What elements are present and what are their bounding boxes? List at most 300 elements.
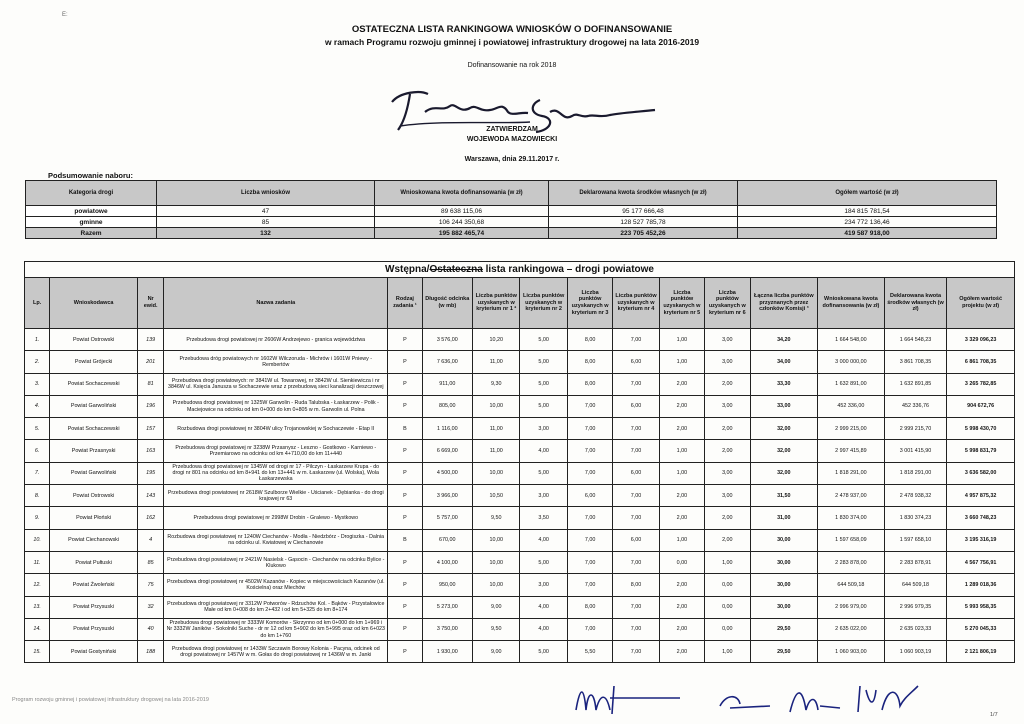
ranking-cell: P xyxy=(388,395,422,417)
ranking-col-header: Wnioskodawca xyxy=(50,278,138,329)
ranking-cell: 0,00 xyxy=(705,574,750,596)
ranking-cell: 3,00 xyxy=(705,485,750,507)
ranking-cell: 85 xyxy=(138,551,164,573)
ranking-row xyxy=(25,507,1015,529)
ranking-row xyxy=(25,329,1015,351)
ranking-cell: 2 478 937,00 xyxy=(818,485,885,507)
ranking-cell: 6,00 xyxy=(613,351,659,373)
ranking-cell: 1 830 374,23 xyxy=(884,507,947,529)
ranking-cell: 1,00 xyxy=(659,329,704,351)
ranking-col-header: Liczba punktów uzyskanych w kryterium nr 4 xyxy=(613,278,659,329)
ranking-cell: 7,00 xyxy=(567,395,612,417)
ranking-cell: Powiat Ostrowski xyxy=(50,485,138,507)
ranking-cell: 3,00 xyxy=(705,329,750,351)
corner-mark: E: xyxy=(62,12,68,18)
ranking-cell: 3,00 xyxy=(705,462,750,484)
ranking-cell: P xyxy=(388,507,422,529)
ranking-cell: 3 265 782,85 xyxy=(947,373,1015,395)
ranking-cell: 4,00 xyxy=(520,618,567,640)
ranking-cell: 9,50 xyxy=(473,507,520,529)
ranking-cell: 10. xyxy=(25,529,50,551)
ranking-row xyxy=(25,485,1015,507)
summary-cell: 184 815 781,54 xyxy=(738,206,997,217)
ranking-cell: 2,00 xyxy=(659,485,704,507)
ranking-cell: 7,00 xyxy=(613,329,659,351)
ranking-cell: 143 xyxy=(138,485,164,507)
ranking-cell: 2,00 xyxy=(659,395,704,417)
ranking-cell: 9,50 xyxy=(473,618,520,640)
ranking-cell: 8,00 xyxy=(567,351,612,373)
ranking-cell: Powiat Ostrowski xyxy=(50,329,138,351)
ranking-cell: 10,50 xyxy=(473,485,520,507)
ranking-cell: 2 996 979,35 xyxy=(884,596,947,618)
ranking-cell: 201 xyxy=(138,351,164,373)
ranking-cell: 11,00 xyxy=(473,418,520,440)
ranking-cell: 8,00 xyxy=(613,574,659,596)
ranking-cell: 2,00 xyxy=(705,418,750,440)
ranking-cell: 11. xyxy=(25,551,50,573)
ranking-cell: 11,00 xyxy=(473,351,520,373)
ranking-row xyxy=(25,618,1015,640)
voivode-label: WOJEWODA MAZOWIECKI xyxy=(466,136,558,143)
summary-cell: 85 xyxy=(157,217,375,228)
ranking-cell: Powiat Grójecki xyxy=(50,351,138,373)
ranking-cell: 32,00 xyxy=(750,440,818,462)
ranking-cell: 2,00 xyxy=(705,373,750,395)
ranking-cell: 5 757,00 xyxy=(422,507,472,529)
ranking-col-header: Deklarowana kwota środków własnych (w zł) xyxy=(884,278,947,329)
summary-cell: 195 882 465,74 xyxy=(375,228,549,239)
ranking-cell: Przebudowa dróg powiatowych nr 1602W Wilczoruda - Michrów i 1601W Pniewy - Rembertów xyxy=(164,351,388,373)
ranking-cell: 2 283 878,00 xyxy=(818,551,885,573)
ranking-cell: 1. xyxy=(25,329,50,351)
ranking-row xyxy=(25,373,1015,395)
ranking-cell: 7. xyxy=(25,462,50,484)
ranking-cell: 2,00 xyxy=(659,641,704,663)
summary-col-header: Wnioskowana kwota dofinansowania (w zł) xyxy=(375,181,549,206)
ranking-cell: 2 996 979,00 xyxy=(818,596,885,618)
summary-cell: 47 xyxy=(157,206,375,217)
ranking-cell: P xyxy=(388,440,422,462)
ranking-cell: Powiat Gostyniński xyxy=(50,641,138,663)
summary-heading: Podsumowanie naboru: xyxy=(48,171,134,180)
ranking-table xyxy=(24,261,1015,663)
ranking-cell: Przebudowa drogi powiatowych: nr 3841W ul. Towarowej, nr 3842W ul. Sienkiewicza i nr 3846W ul. Księcia Janusza w Sochaczewie wraz z przebudową sieci kanalizacji deszczowej xyxy=(164,373,388,395)
ranking-cell: 0,00 xyxy=(705,618,750,640)
ranking-cell: 1 632 891,85 xyxy=(884,373,947,395)
ranking-cell: 2 997 415,89 xyxy=(818,440,885,462)
ranking-cell: Powiat Garwoliński xyxy=(50,395,138,417)
ranking-cell: 2,00 xyxy=(705,440,750,462)
ranking-cell: Powiat Ciechanowski xyxy=(50,529,138,551)
committee-initials xyxy=(570,676,930,718)
ranking-cell: 12. xyxy=(25,574,50,596)
ranking-cell: P xyxy=(388,351,422,373)
approval-label: ZATWIERDZAM xyxy=(486,126,538,133)
ranking-col-header: Ogółem wartość projektu (w zł) xyxy=(947,278,1015,329)
ranking-cell: 2 999 215,70 xyxy=(884,418,947,440)
ranking-cell: 5,00 xyxy=(520,373,567,395)
ranking-cell: Rozbudowa drogi powiatowej nr 1240W Ciechanów - Modła - Niedzbórz - Drogiszka - Dalnia na odcinku ul. Kwiatowej w Ciechanowie xyxy=(164,529,388,551)
ranking-cell: 644 509,18 xyxy=(884,574,947,596)
ranking-cell: 5,00 xyxy=(520,462,567,484)
ranking-cell: 1 632 891,00 xyxy=(818,373,885,395)
ranking-cell: 7,00 xyxy=(613,485,659,507)
ranking-cell: 31,00 xyxy=(750,507,818,529)
ranking-cell: Przebudowa drogi powiatowej nr 3312W Potworów - Rdzuchów Kol. - Bąków - Przystałowice Małe od km 0+008 do km 2+432 i od km 5+325 do km 8+174 xyxy=(164,596,388,618)
ranking-col-header: Liczba punktów uzyskanych w kryterium nr 2 xyxy=(520,278,567,329)
ranking-cell: 1 116,00 xyxy=(422,418,472,440)
ranking-cell: 3,00 xyxy=(520,574,567,596)
ranking-row xyxy=(25,440,1015,462)
ranking-cell: 75 xyxy=(138,574,164,596)
ranking-cell: Powiat Przysuski xyxy=(50,596,138,618)
ranking-title-suffix: lista rankingowa – drogi powiatowe xyxy=(482,264,654,275)
ranking-title-struck: Ostateczna xyxy=(429,264,483,275)
ranking-cell: 2 635 023,33 xyxy=(884,618,947,640)
ranking-cell: 670,00 xyxy=(422,529,472,551)
ranking-cell: 2,00 xyxy=(659,507,704,529)
ranking-cell: Powiat Garwoliński xyxy=(50,462,138,484)
ranking-row xyxy=(25,596,1015,618)
ranking-row xyxy=(25,395,1015,417)
ranking-cell: 33,30 xyxy=(750,373,818,395)
ranking-cell: 4. xyxy=(25,395,50,417)
ranking-cell: P xyxy=(388,329,422,351)
ranking-cell: Powiat Pułtuski xyxy=(50,551,138,573)
ranking-cell: 10,00 xyxy=(473,462,520,484)
ranking-cell: Powiat Sochaczewski xyxy=(50,373,138,395)
ranking-cell: 33,00 xyxy=(750,395,818,417)
ranking-cell: 6,00 xyxy=(567,485,612,507)
ranking-cell: 3 660 748,23 xyxy=(947,507,1015,529)
ranking-cell: 3 001 415,90 xyxy=(884,440,947,462)
ranking-cell: 3 195 316,19 xyxy=(947,529,1015,551)
summary-category-cell: gminne xyxy=(26,217,157,228)
ranking-cell: 0,00 xyxy=(659,551,704,573)
ranking-cell: 10,20 xyxy=(473,329,520,351)
ranking-cell: 5 273,00 xyxy=(422,596,472,618)
ranking-cell: Przebudowa drogi powiatowej nr 1433W Szczawin Borowy Kolonia - Pacyna, odcinek od drogi powiatowej nr 1457W w m. Gołas do drogi powiatowej nr 1436W w m. Janki xyxy=(164,641,388,663)
ranking-cell: 7,00 xyxy=(613,618,659,640)
ranking-cell: Przebudowa drogi powiatowej nr 2606W Andrzejewo - granica województwa xyxy=(164,329,388,351)
ranking-cell: Przebudowa drogi powiatowej nr 1345W od drogi nr 17 - Pilczyn - Łaskarzew Krupa - do drogi nr 801 na odcinku od km 8+941 do km 13+441 w m. Łaskarzew (ul. Wolska), Wola Łaskarzewska xyxy=(164,462,388,484)
ranking-cell: 7,00 xyxy=(613,373,659,395)
summary-col-header: Liczba wniosków xyxy=(157,181,375,206)
ranking-col-header: Liczba punktów uzyskanych w kryterium nr 3 xyxy=(567,278,612,329)
ranking-cell: 4 xyxy=(138,529,164,551)
ranking-cell: P xyxy=(388,373,422,395)
ranking-cell: 7,00 xyxy=(567,418,612,440)
ranking-cell: 3 861 708,35 xyxy=(884,351,947,373)
ranking-cell: 31,50 xyxy=(750,485,818,507)
ranking-cell: 34,20 xyxy=(750,329,818,351)
ranking-cell: 6,00 xyxy=(613,462,659,484)
ranking-cell: 2,00 xyxy=(659,618,704,640)
ranking-cell: 3 636 582,00 xyxy=(947,462,1015,484)
ranking-cell: 5 270 045,33 xyxy=(947,618,1015,640)
ranking-cell: 1,00 xyxy=(659,462,704,484)
ranking-cell: 32 xyxy=(138,596,164,618)
ranking-cell: Rozbudowa drogi powiatowej nr 3804W ulicy Trojanowskiej w Sochaczewie - Etap II xyxy=(164,418,388,440)
ranking-cell: 904 672,76 xyxy=(947,395,1015,417)
ranking-cell: P xyxy=(388,462,422,484)
ranking-cell: Przebudowa drogi powiatowej nr 1325W Garwolin - Ruda Talubska - Łaskarzew - Polik - Maciejowice na odcinku od km 0+000 do km 0+805 w m. Garwolin ul. Polna xyxy=(164,395,388,417)
summary-cell: 234 772 136,46 xyxy=(738,217,997,228)
ranking-cell: B xyxy=(388,529,422,551)
ranking-cell: 3 000 000,00 xyxy=(818,351,885,373)
ranking-cell: 5,50 xyxy=(567,641,612,663)
ranking-cell: 3,00 xyxy=(520,485,567,507)
ranking-cell: Powiat Żwoleński xyxy=(50,574,138,596)
ranking-cell: 4 100,00 xyxy=(422,551,472,573)
ranking-cell: 4,00 xyxy=(520,596,567,618)
ranking-cell: 3,00 xyxy=(705,351,750,373)
ranking-cell: 3,50 xyxy=(520,507,567,529)
date-place: Warszawa, dnia 29.11.2017 r. xyxy=(464,156,560,163)
ranking-row xyxy=(25,462,1015,484)
ranking-cell: 5,00 xyxy=(520,329,567,351)
ranking-col-header: Wnioskowana kwota dofinansowania (w zł) xyxy=(818,278,885,329)
ranking-cell: 8,00 xyxy=(567,329,612,351)
ranking-cell: 2,00 xyxy=(705,507,750,529)
ranking-cell: 4 957 875,32 xyxy=(947,485,1015,507)
ranking-cell: 139 xyxy=(138,329,164,351)
ranking-cell: 163 xyxy=(138,440,164,462)
ranking-cell: 911,00 xyxy=(422,373,472,395)
ranking-cell: 1 930,00 xyxy=(422,641,472,663)
ranking-cell: Powiat Przysuski xyxy=(50,618,138,640)
ranking-cell: 9,00 xyxy=(473,596,520,618)
ranking-cell: 7,00 xyxy=(613,596,659,618)
ranking-cell: 3 329 096,23 xyxy=(947,329,1015,351)
ranking-cell: 11,00 xyxy=(473,440,520,462)
ranking-cell: B xyxy=(388,418,422,440)
ranking-cell: 5 993 958,35 xyxy=(947,596,1015,618)
summary-col-header: Kategoria drogi xyxy=(26,181,157,206)
ranking-cell: 8. xyxy=(25,485,50,507)
ranking-cell: 7,00 xyxy=(567,551,612,573)
ranking-cell: Przebudowa drogi powiatowej nr 2998W Drobin - Gralewo - Mystkowo xyxy=(164,507,388,529)
ranking-cell: 644 509,18 xyxy=(818,574,885,596)
ranking-cell: P xyxy=(388,618,422,640)
ranking-cell: 157 xyxy=(138,418,164,440)
ranking-cell: 7,00 xyxy=(613,440,659,462)
ranking-cell: Powiat Płoński xyxy=(50,507,138,529)
ranking-cell: 1,00 xyxy=(659,529,704,551)
ranking-cell: 0,00 xyxy=(705,596,750,618)
ranking-cell: 188 xyxy=(138,641,164,663)
ranking-col-header: Nazwa zadania xyxy=(164,278,388,329)
ranking-cell: 5 998 430,70 xyxy=(947,418,1015,440)
ranking-cell: 7,00 xyxy=(567,618,612,640)
ranking-cell: 2 478 938,32 xyxy=(884,485,947,507)
ranking-cell: 8,00 xyxy=(567,373,612,395)
summary-col-header: Deklarowana kwota środków własnych (w zł) xyxy=(549,181,738,206)
ranking-cell: 7,00 xyxy=(567,507,612,529)
ranking-cell: 10,00 xyxy=(473,529,520,551)
page-number: 1/7 xyxy=(990,712,998,718)
ranking-cell: 4 567 756,91 xyxy=(947,551,1015,573)
ranking-cell: 6. xyxy=(25,440,50,462)
summary-cell: 106 244 350,68 xyxy=(375,217,549,228)
ranking-col-header: Łączna liczba punktów przyznanych przez członków Komisji ³ xyxy=(750,278,818,329)
document-subtitle: w ramach Programu rozwoju gminnej i powiatowej infrastruktury drogowej na lata 2016-2019 xyxy=(324,37,700,47)
summary-table xyxy=(25,180,997,239)
ranking-cell: 6 861 708,35 xyxy=(947,351,1015,373)
ranking-cell: 14. xyxy=(25,618,50,640)
ranking-cell: 30,00 xyxy=(750,551,818,573)
ranking-cell: 40 xyxy=(138,618,164,640)
summary-cell: 419 587 918,00 xyxy=(738,228,997,239)
summary-col-header: Ogółem wartość (w zł) xyxy=(738,181,997,206)
ranking-cell: 81 xyxy=(138,373,164,395)
ranking-cell: 1 830 374,00 xyxy=(818,507,885,529)
ranking-cell: Powiat Przasnyski xyxy=(50,440,138,462)
ranking-cell: 162 xyxy=(138,507,164,529)
ranking-cell: 1 597 658,10 xyxy=(884,529,947,551)
ranking-cell: Przebudowa drogi powiatowej nr 3238W Przasnysz - Leszno - Gostkowo - Karniewo - Przemiarowo na odcinku od km 4+710,00 do km 11+440 xyxy=(164,440,388,462)
ranking-cell: 5. xyxy=(25,418,50,440)
ranking-cell: 1 060 903,00 xyxy=(818,641,885,663)
ranking-cell: 1 060 903,19 xyxy=(884,641,947,663)
ranking-cell: 32,00 xyxy=(750,418,818,440)
ranking-cell: 7,00 xyxy=(613,641,659,663)
ranking-cell: 2,00 xyxy=(659,418,704,440)
ranking-col-header: Nr ewid. xyxy=(138,278,164,329)
ranking-row xyxy=(25,641,1015,663)
ranking-row xyxy=(25,351,1015,373)
ranking-cell: 6 669,00 xyxy=(422,440,472,462)
summary-row xyxy=(26,206,997,217)
ranking-cell: 5 998 831,79 xyxy=(947,440,1015,462)
summary-row xyxy=(26,217,997,228)
ranking-cell: 1,00 xyxy=(659,351,704,373)
ranking-cell: 1 289 018,36 xyxy=(947,574,1015,596)
ranking-cell: 196 xyxy=(138,395,164,417)
ranking-cell: 3,00 xyxy=(705,395,750,417)
ranking-row xyxy=(25,418,1015,440)
ranking-cell: 2,00 xyxy=(705,529,750,551)
ranking-cell: 9,30 xyxy=(473,373,520,395)
ranking-title xyxy=(24,261,1015,277)
ranking-cell: P xyxy=(388,596,422,618)
ranking-cell: Przebudowa drogi powiatowej nr 2618W Szulborze Wielkie - Uścianek - Dębianka - do drogi krajowej nr 63 xyxy=(164,485,388,507)
ranking-cell: 13. xyxy=(25,596,50,618)
ranking-row xyxy=(25,529,1015,551)
document-title: OSTATECZNA LISTA RANKINGOWA WNIOSKÓW O DOFINANSOWANIE xyxy=(351,24,673,35)
ranking-cell: 950,00 xyxy=(422,574,472,596)
ranking-cell: 3 750,00 xyxy=(422,618,472,640)
funding-year-note: Dofinansowanie na rok 2018 xyxy=(467,62,557,69)
ranking-cell: Powiat Sochaczewski xyxy=(50,418,138,440)
ranking-col-header: Lp. xyxy=(25,278,50,329)
ranking-cell: 29,50 xyxy=(750,641,818,663)
ranking-cell: 2 121 806,19 xyxy=(947,641,1015,663)
summary-cell: 95 177 666,48 xyxy=(549,206,738,217)
ranking-cell: 7,00 xyxy=(567,440,612,462)
ranking-col-header: Liczba punktów uzyskanych w kryterium nr 5 xyxy=(659,278,704,329)
ranking-cell: 30,00 xyxy=(750,529,818,551)
ranking-col-header: Liczba punktów uzyskanych w kryterium nr 1 ² xyxy=(473,278,520,329)
ranking-cell: 2,00 xyxy=(659,373,704,395)
ranking-cell: 30,00 xyxy=(750,574,818,596)
ranking-cell: 1,00 xyxy=(705,641,750,663)
ranking-cell: 4 500,00 xyxy=(422,462,472,484)
ranking-cell: 195 xyxy=(138,462,164,484)
ranking-cell: 2 635 022,00 xyxy=(818,618,885,640)
ranking-cell: 2,00 xyxy=(659,574,704,596)
summary-category-cell: Razem xyxy=(26,228,157,239)
ranking-cell: 5,00 xyxy=(520,551,567,573)
ranking-cell: 6,00 xyxy=(613,529,659,551)
ranking-cell: 9. xyxy=(25,507,50,529)
ranking-cell: 2,00 xyxy=(659,596,704,618)
ranking-cell: 7,00 xyxy=(613,418,659,440)
summary-cell: 132 xyxy=(157,228,375,239)
ranking-cell: 7,00 xyxy=(613,551,659,573)
ranking-col-header: Rodzaj zadania ¹ xyxy=(388,278,422,329)
ranking-cell: 7,00 xyxy=(613,507,659,529)
ranking-cell: 2 283 878,91 xyxy=(884,551,947,573)
footer-program: Program rozwoju gminnej i powiatowej infrastruktury drogowej na lata 2016-2019 xyxy=(12,697,209,703)
ranking-cell: 1,00 xyxy=(659,440,704,462)
ranking-cell: 1 818 291,00 xyxy=(818,462,885,484)
ranking-cell: 452 336,76 xyxy=(884,395,947,417)
ranking-cell: 5,00 xyxy=(520,351,567,373)
ranking-cell: 3,00 xyxy=(520,418,567,440)
ranking-cell: Przebudowa drogi powiatowej nr 4502W Kazanów - Kopiec w miejscowościach Kazanów (ul. Kościelna) oraz Miechów xyxy=(164,574,388,596)
ranking-cell: 7,00 xyxy=(567,462,612,484)
ranking-cell: 29,50 xyxy=(750,618,818,640)
ranking-cell: 34,00 xyxy=(750,351,818,373)
summary-cell: 223 705 452,26 xyxy=(549,228,738,239)
ranking-cell: P xyxy=(388,485,422,507)
ranking-cell: 9,00 xyxy=(473,641,520,663)
ranking-cell: 10,00 xyxy=(473,574,520,596)
ranking-cell: 7 636,00 xyxy=(422,351,472,373)
ranking-cell: 5,00 xyxy=(520,641,567,663)
ranking-row xyxy=(25,574,1015,596)
ranking-cell: P xyxy=(388,574,422,596)
ranking-cell: 7,00 xyxy=(567,529,612,551)
ranking-col-header: Długość odcinka (w mb) xyxy=(422,278,472,329)
ranking-cell: 3 576,00 xyxy=(422,329,472,351)
ranking-cell: 4,00 xyxy=(520,440,567,462)
ranking-cell: 1 597 658,09 xyxy=(818,529,885,551)
ranking-cell: 10,00 xyxy=(473,395,520,417)
ranking-cell: 4,00 xyxy=(520,529,567,551)
ranking-cell: Przebudowa drogi powiatowej nr 3333W Komorów - Skrzynno od km 0+000 do km 1+969 i Nr 3332W Janików - Sokolniki Suche - dr nr 12 od km 5+902 do km 5+995 oraz od km 6+023 do km 1+760 xyxy=(164,618,388,640)
ranking-cell: 8,00 xyxy=(567,596,612,618)
summary-cell: 89 638 115,06 xyxy=(375,206,549,217)
ranking-cell: 452 336,00 xyxy=(818,395,885,417)
ranking-cell: 32,00 xyxy=(750,462,818,484)
ranking-cell: 2 999 215,00 xyxy=(818,418,885,440)
ranking-col-header: Liczba punktów uzyskanych w kryterium nr 6 xyxy=(705,278,750,329)
ranking-cell: P xyxy=(388,641,422,663)
ranking-cell: 1 664 548,23 xyxy=(884,329,947,351)
summary-category-cell: powiatowe xyxy=(26,206,157,217)
ranking-cell: 6,00 xyxy=(613,395,659,417)
ranking-cell: 805,00 xyxy=(422,395,472,417)
ranking-cell: 3. xyxy=(25,373,50,395)
ranking-cell: 5,00 xyxy=(520,395,567,417)
ranking-cell: 30,00 xyxy=(750,596,818,618)
summary-row xyxy=(26,228,997,239)
ranking-row xyxy=(25,551,1015,573)
ranking-cell: 7,00 xyxy=(567,574,612,596)
